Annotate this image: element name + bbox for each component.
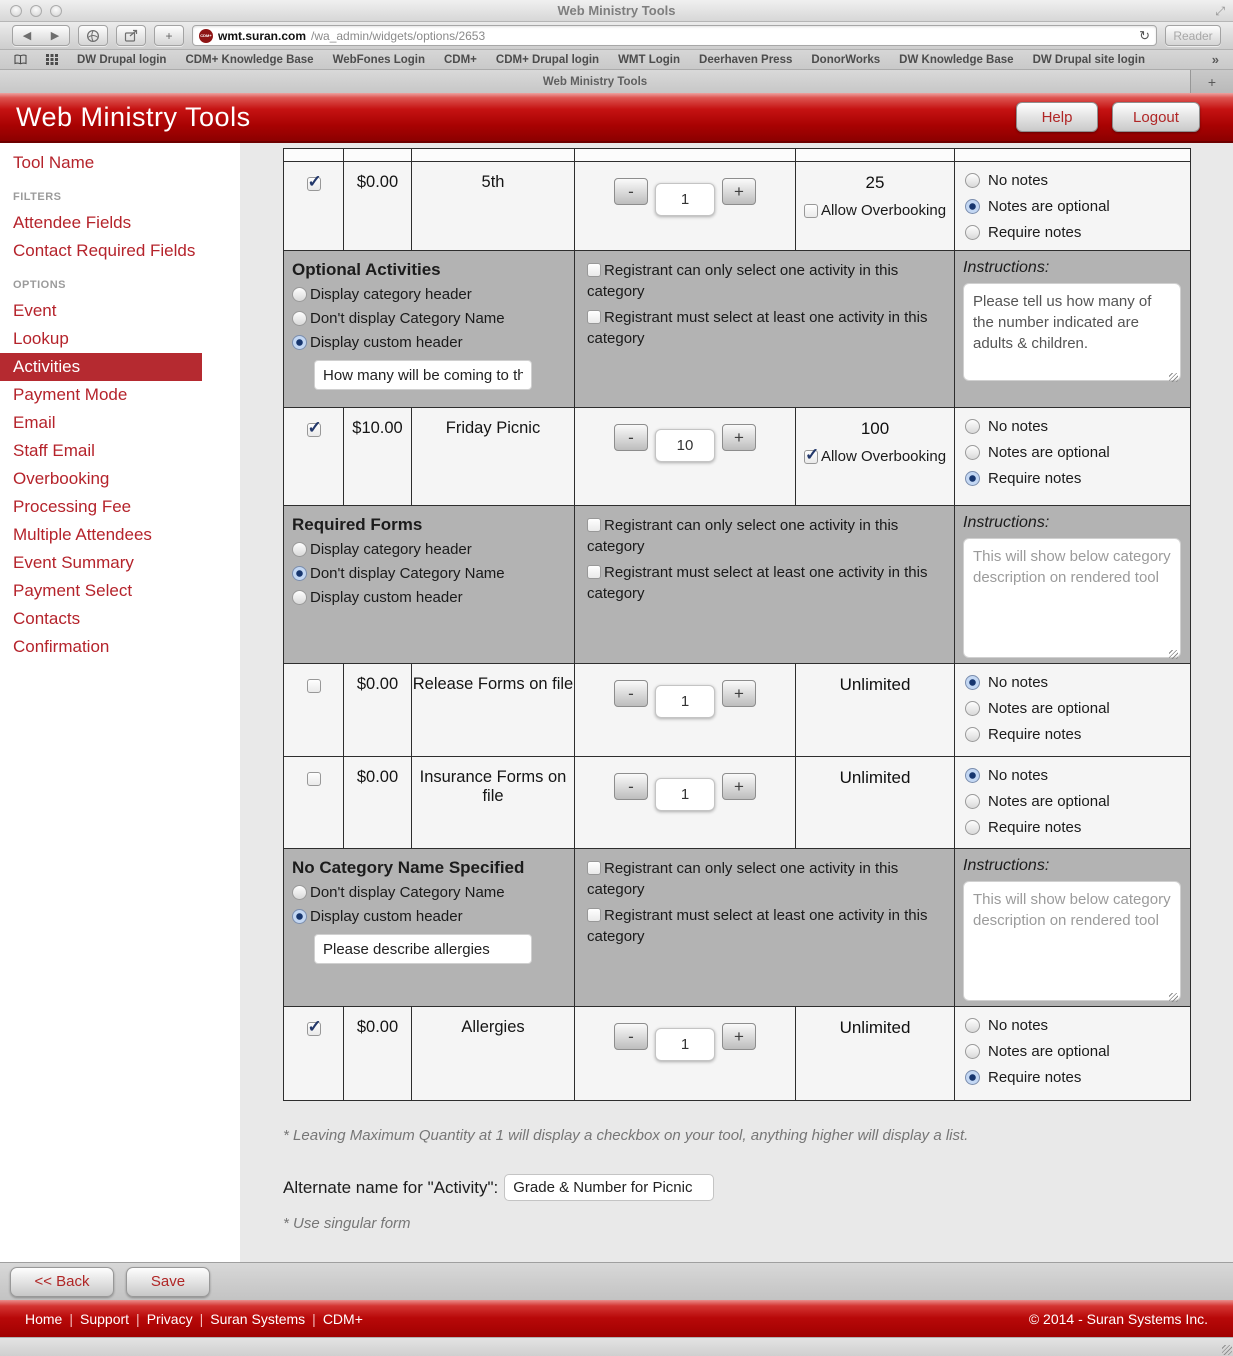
activity-name: Friday Picnic: [412, 408, 575, 506]
at-least-one-activity-checkbox[interactable]: [587, 310, 601, 324]
footer-separator: |: [69, 1310, 73, 1327]
sidebar-item-overbooking[interactable]: Overbooking: [13, 469, 110, 488]
notes-option-label: Require notes: [988, 470, 1082, 487]
activity-enabled-checkbox[interactable]: [307, 177, 321, 191]
only-one-activity-checkbox[interactable]: [587, 263, 601, 277]
header-option-label: Display category header: [310, 541, 472, 558]
footer-link-support[interactable]: Support: [80, 1310, 130, 1327]
only-one-activity-option: [587, 515, 946, 557]
address-bar[interactable]: [192, 25, 1157, 46]
capacity-value: 100: [860, 419, 890, 438]
custom-header-input[interactable]: [314, 360, 532, 390]
quantity-input[interactable]: [655, 685, 715, 718]
no-notes-radio[interactable]: [965, 768, 980, 783]
require-notes-radio[interactable]: [965, 225, 980, 240]
instructions-textarea[interactable]: [963, 283, 1181, 381]
capacity-value: Unlimited: [839, 768, 911, 787]
app-header: [0, 93, 1233, 143]
activity-name: 5th: [412, 162, 575, 251]
bookmark-item[interactable]: CDM+ Knowledge Base: [185, 53, 314, 66]
allow-overbooking-checkbox[interactable]: [804, 204, 818, 218]
footer-link-cdm-plus[interactable]: CDM+: [322, 1310, 363, 1327]
notes-option-label: Require notes: [988, 819, 1082, 836]
sidebar-item-lookup[interactable]: Lookup: [13, 329, 69, 348]
at-least-one-activity-option: [587, 562, 946, 604]
category-title: Required Forms: [292, 515, 423, 534]
tab-bar: [0, 70, 1233, 93]
bookmark-item[interactable]: CDM+ Drupal login: [495, 53, 600, 66]
notes-option-label: Require notes: [988, 224, 1082, 241]
browser-status-bar: [0, 1337, 1233, 1356]
only-one-activity-option: [587, 260, 946, 302]
display-custom-header-radio[interactable]: [292, 909, 307, 924]
bookmark-item[interactable]: DW Drupal login: [77, 53, 167, 66]
new-tab-button[interactable]: +: [1207, 73, 1217, 90]
footer-link-home[interactable]: Home: [25, 1310, 63, 1327]
header-option-label: Don't display Category Name: [310, 565, 505, 582]
only-one-activity-label: Registrant can only select one activity in this category: [587, 262, 899, 300]
capacity-value: Unlimited: [839, 675, 911, 694]
category-row-no-category-name: [284, 849, 1191, 1007]
header-option-label: Display category header: [310, 286, 472, 303]
notes-option-label: No notes: [988, 767, 1049, 784]
sidebar-heading-filters: FILTERS: [13, 191, 62, 203]
notes-option-label: Notes are optional: [988, 444, 1110, 461]
quantity-input[interactable]: [655, 429, 715, 462]
quantity-input[interactable]: [655, 183, 715, 216]
notes-option-label: Notes are optional: [988, 793, 1110, 810]
forward-icon[interactable]: ▶: [50, 30, 60, 42]
require-notes-radio[interactable]: [965, 471, 980, 486]
notes-optional-radio[interactable]: [965, 445, 980, 460]
notes-option-label: Notes are optional: [988, 700, 1110, 717]
footer-link-privacy[interactable]: Privacy: [146, 1310, 193, 1327]
at-least-one-activity-option: [587, 905, 946, 947]
footer-separator: |: [199, 1310, 204, 1327]
allow-overbooking-label: Allow Overbooking: [820, 448, 947, 465]
footer-separator: |: [136, 1310, 140, 1327]
activity-row-5th: [284, 162, 1191, 251]
bookmarks-overflow-chevron[interactable]: »: [1211, 52, 1219, 67]
quantity-increment-button[interactable]: +: [722, 424, 756, 451]
activity-enabled-checkbox[interactable]: [307, 1022, 321, 1036]
back-icon[interactable]: ◀: [22, 30, 32, 42]
quantity-input[interactable]: [655, 1028, 715, 1061]
reader-button[interactable]: Reader: [1165, 25, 1221, 46]
bookmark-item[interactable]: DonorWorks: [811, 53, 881, 66]
only-one-activity-checkbox[interactable]: [587, 861, 601, 875]
window-title: Web Ministry Tools: [557, 3, 676, 18]
no-notes-radio[interactable]: [965, 173, 980, 188]
tab-web-ministry-tools[interactable]: Web Ministry Tools: [0, 70, 1191, 93]
category-row-required-forms: [284, 506, 1191, 664]
bookmark-item[interactable]: Deerhaven Press: [699, 53, 793, 66]
notes-option-label: No notes: [988, 674, 1049, 691]
activity-name: Allergies: [412, 1007, 575, 1101]
sidebar-item-contacts[interactable]: Contacts: [13, 609, 81, 628]
notes-option-label: Require notes: [988, 726, 1082, 743]
capacity-value: Unlimited: [839, 1018, 911, 1037]
bookmark-item[interactable]: DW Drupal site login: [1032, 53, 1146, 66]
singular-form-footnote: * Use singular form: [283, 1215, 411, 1232]
instructions-label: Instructions:: [963, 514, 1050, 531]
sidebar-item-event[interactable]: Event: [13, 301, 57, 320]
sidebar: [0, 143, 240, 1262]
allow-overbooking-checkbox[interactable]: [804, 450, 818, 464]
at-least-one-activity-checkbox[interactable]: [587, 565, 601, 579]
header-option-label: Display custom header: [310, 908, 463, 925]
capacity-value: 25: [865, 173, 885, 192]
reload-icon[interactable]: ↻: [1139, 27, 1150, 43]
dont-display-category-name-radio[interactable]: [292, 311, 307, 326]
category-row-optional-activities: [284, 251, 1191, 408]
site-favicon: CDM+: [199, 29, 213, 43]
sidebar-item-payment-mode[interactable]: Payment Mode: [13, 385, 128, 404]
require-notes-radio[interactable]: [965, 727, 980, 742]
require-notes-radio[interactable]: [965, 1070, 980, 1085]
activity-price: $0.00: [344, 1007, 412, 1101]
at-least-one-activity-label: Registrant must select at least one activity in this category: [587, 564, 928, 602]
footer-separator: |: [312, 1310, 316, 1327]
dont-display-category-name-radio[interactable]: [292, 885, 307, 900]
only-one-activity-label: Registrant can only select one activity in this category: [587, 517, 899, 555]
allow-overbooking-label: Allow Overbooking: [820, 202, 947, 219]
instructions-label: Instructions:: [963, 259, 1050, 276]
dont-display-category-name-radio[interactable]: [292, 566, 307, 581]
url-host: wmt.suran.com: [218, 28, 307, 43]
activity-enabled-checkbox[interactable]: [307, 679, 321, 693]
sidebar-item-attendee-fields[interactable]: Attendee Fields: [13, 213, 132, 232]
header-option-label: Display custom header: [310, 334, 463, 351]
header-option-label: Display custom header: [310, 589, 463, 606]
footer-copyright: © 2014 - Suran Systems Inc.: [1028, 1310, 1208, 1327]
quantity-decrement-button[interactable]: -: [614, 1023, 648, 1050]
no-notes-radio[interactable]: [965, 1018, 980, 1033]
activities-table: [283, 148, 1191, 1101]
top-sites-grid-icon[interactable]: [46, 54, 58, 65]
activity-row-friday-picnic: [284, 408, 1191, 506]
activity-price: $0.00: [344, 757, 412, 849]
quantity-decrement-button[interactable]: -: [614, 773, 648, 800]
browser-titlebar: [0, 0, 1233, 22]
category-title: Optional Activities: [292, 260, 441, 279]
site-footer: [0, 1300, 1233, 1337]
display-custom-header-radio[interactable]: [292, 590, 307, 605]
sidebar-item-contact-required-fields[interactable]: Contact Required Fields: [13, 241, 196, 260]
quantity-footnote: * Leaving Maximum Quantity at 1 will display a checkbox on your tool, anything higher will display a list.: [283, 1127, 969, 1144]
quantity-increment-button[interactable]: +: [722, 773, 756, 800]
quantity-decrement-button[interactable]: -: [614, 680, 648, 707]
resize-grip-icon[interactable]: [1169, 650, 1178, 659]
activity-enabled-checkbox[interactable]: [307, 772, 321, 786]
sidebar-heading-options: OPTIONS: [13, 279, 67, 291]
notes-option-label: Notes are optional: [988, 198, 1110, 215]
instructions-textarea[interactable]: [963, 881, 1181, 1001]
action-bar: [0, 1262, 1233, 1300]
notes-optional-radio[interactable]: [965, 701, 980, 716]
only-one-activity-option: [587, 858, 946, 900]
share-icon[interactable]: [116, 25, 146, 46]
window-resize-grip-icon[interactable]: [1222, 1345, 1232, 1355]
activity-price: $0.00: [344, 664, 412, 757]
display-category-header-radio[interactable]: [292, 287, 307, 302]
notes-option-label: No notes: [988, 418, 1049, 435]
activity-row-allergies: [284, 1007, 1191, 1101]
only-one-activity-checkbox[interactable]: [587, 518, 601, 532]
activity-row-insurance-forms: [284, 757, 1191, 849]
activity-enabled-checkbox[interactable]: [307, 423, 321, 437]
sidebar-item-processing-fee[interactable]: Processing Fee: [13, 497, 132, 516]
no-notes-radio[interactable]: [965, 675, 980, 690]
alternate-name-label: Alternate name for "Activity":: [283, 1177, 499, 1197]
no-notes-radio[interactable]: [965, 419, 980, 434]
at-least-one-activity-label: Registrant must select at least one activity in this category: [587, 907, 928, 945]
bookmarks-book-icon[interactable]: [14, 54, 27, 65]
notes-option-label: Require notes: [988, 1069, 1082, 1086]
app-title: Web Ministry Tools: [16, 101, 251, 132]
help-button[interactable]: Help: [1016, 102, 1098, 132]
quantity-increment-button[interactable]: +: [722, 1023, 756, 1050]
url-path: /wa_admin/widgets/options/2653: [311, 28, 486, 43]
quantity-increment-button[interactable]: +: [722, 178, 756, 205]
history-globe-icon[interactable]: [78, 25, 108, 46]
footer-link-suran-systems[interactable]: Suran Systems: [210, 1310, 306, 1327]
only-one-activity-label: Registrant can only select one activity in this category: [587, 860, 899, 898]
at-least-one-activity-label: Registrant must select at least one activity in this category: [587, 309, 928, 347]
bookmark-item[interactable]: WebFones Login: [332, 53, 425, 66]
bookmark-item[interactable]: CDM+: [443, 53, 477, 66]
bookmark-item[interactable]: WMT Login: [618, 53, 681, 66]
back-button[interactable]: << Back: [10, 1267, 114, 1297]
category-title: No Category Name Specified: [292, 858, 525, 877]
notes-option-label: Notes are optional: [988, 1043, 1110, 1060]
resize-grip-icon[interactable]: [1169, 373, 1178, 382]
notes-optional-radio[interactable]: [965, 794, 980, 809]
save-button[interactable]: Save: [126, 1267, 210, 1297]
header-option-label: Don't display Category Name: [310, 884, 505, 901]
activities-panel: [240, 143, 1233, 1262]
header-option-label: Don't display Category Name: [310, 310, 505, 327]
display-category-header-radio[interactable]: [292, 542, 307, 557]
activity-row-release-forms: [284, 664, 1191, 757]
browser-toolbar: [0, 22, 1233, 50]
logout-button[interactable]: Logout: [1112, 102, 1200, 132]
quantity-input[interactable]: [655, 778, 715, 811]
custom-header-input[interactable]: [314, 934, 532, 964]
activity-name: Insurance Forms on file: [412, 757, 575, 849]
new-tab-toolbar-button[interactable]: +: [154, 25, 184, 46]
activity-name: Release Forms on file: [412, 664, 575, 757]
sidebar-item-tool-name[interactable]: Tool Name: [13, 153, 95, 172]
at-least-one-activity-option: [587, 307, 946, 349]
activity-price: $10.00: [344, 408, 412, 506]
fullscreen-icon[interactable]: ⤢: [1215, 4, 1225, 18]
sidebar-item-confirmation[interactable]: Confirmation: [13, 637, 110, 656]
at-least-one-activity-checkbox[interactable]: [587, 908, 601, 922]
quantity-increment-button[interactable]: +: [722, 680, 756, 707]
sidebar-item-event-summary[interactable]: Event Summary: [13, 553, 134, 572]
sidebar-item-email[interactable]: Email: [13, 413, 56, 432]
display-custom-header-radio[interactable]: [292, 335, 307, 350]
bookmarks-bar: [0, 50, 1233, 70]
instructions-textarea[interactable]: [963, 538, 1181, 658]
table-row-clipped: [284, 149, 1191, 162]
sidebar-item-activities[interactable]: Activities: [0, 353, 202, 381]
resize-grip-icon[interactable]: [1169, 993, 1178, 1002]
sidebar-item-multiple-attendees[interactable]: Multiple Attendees: [13, 525, 152, 544]
nav-button-group[interactable]: [12, 25, 70, 46]
notes-option-label: No notes: [988, 172, 1049, 189]
bookmark-item[interactable]: DW Knowledge Base: [899, 53, 1014, 66]
sidebar-item-payment-select[interactable]: Payment Select: [13, 581, 133, 600]
sidebar-item-staff-email[interactable]: Staff Email: [13, 441, 95, 460]
notes-optional-radio[interactable]: [965, 199, 980, 214]
instructions-label: Instructions:: [963, 857, 1050, 874]
alternate-name-input[interactable]: [504, 1174, 714, 1201]
notes-optional-radio[interactable]: [965, 1044, 980, 1059]
notes-option-label: No notes: [988, 1017, 1049, 1034]
require-notes-radio[interactable]: [965, 820, 980, 835]
activity-price: $0.00: [344, 162, 412, 251]
quantity-decrement-button[interactable]: -: [614, 178, 648, 205]
quantity-decrement-button[interactable]: -: [614, 424, 648, 451]
